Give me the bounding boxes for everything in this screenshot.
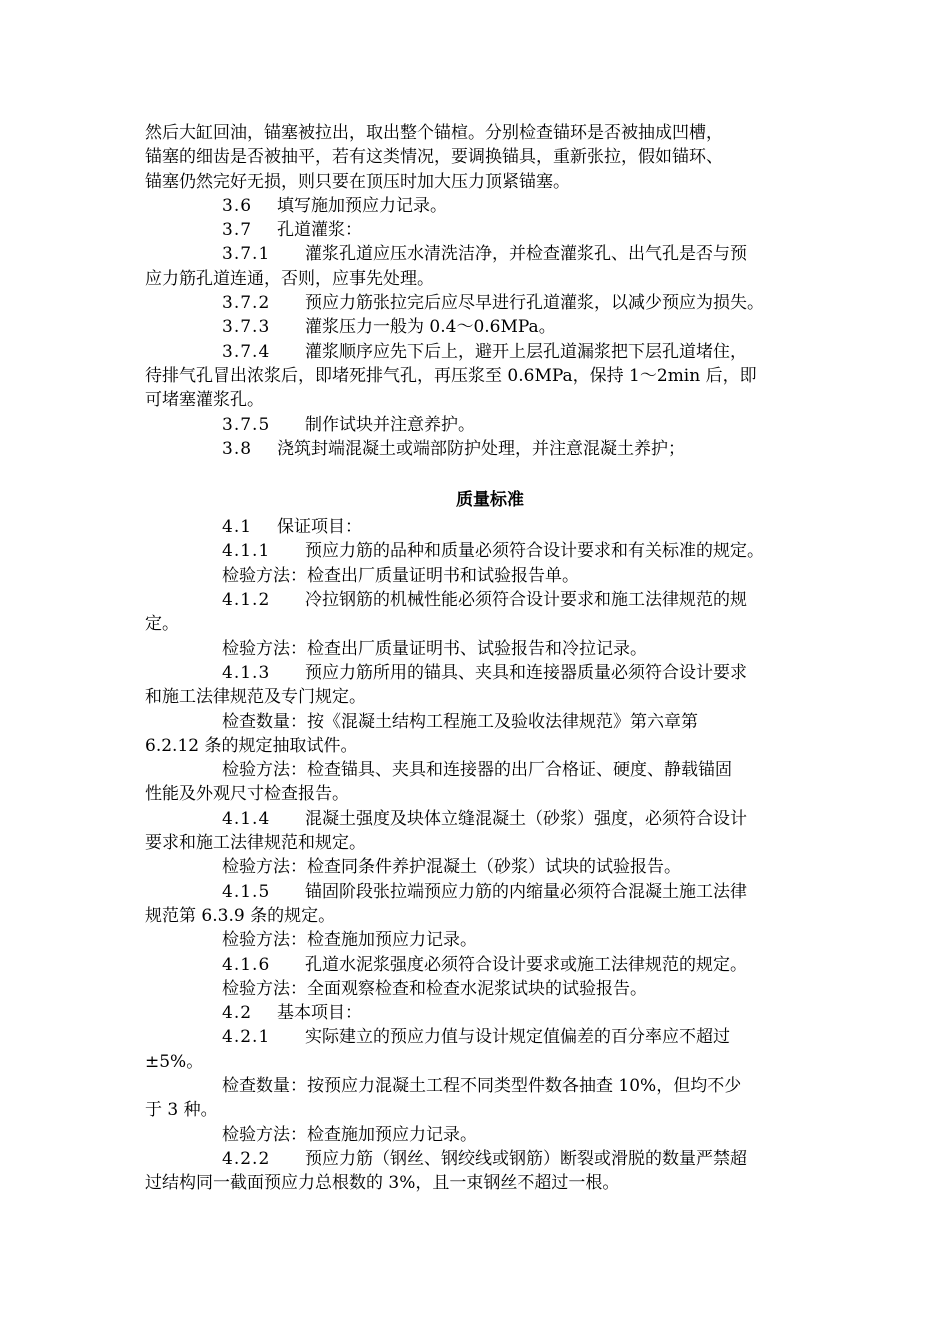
clause-text: 灌浆孔道应压水清洗洁净，并检查灌浆孔、出气孔是否与预	[305, 244, 747, 265]
numbered-clause	[145, 588, 825, 612]
numbered-clause	[145, 1025, 825, 1049]
clause-number: 4.2	[222, 1003, 253, 1024]
clause-text: 灌浆顺序应先下后上，避开上层孔道漏浆把下层孔道堵住，	[305, 341, 747, 362]
numbered-clause	[145, 880, 825, 904]
paragraph-line: 于 3 种。	[145, 1100, 218, 1121]
clause-number: 4.1.1	[222, 541, 271, 562]
clause-number: 4.1	[222, 517, 253, 538]
section-heading-quality-standard: 质量标准	[456, 490, 524, 511]
numbered-clause	[145, 242, 825, 266]
paragraph-line: ±5%。	[145, 1051, 204, 1072]
clause-text: 填写施加预应力记录。	[277, 195, 447, 216]
paragraph-line: 规范第 6.3.9 条的规定。	[145, 905, 336, 926]
numbered-clause	[145, 1001, 825, 1025]
section-construction-steps	[145, 121, 825, 461]
clause-number: 4.2.2	[222, 1148, 271, 1169]
indented-paragraph-line: 检验方法：全面观察检查和检查水泥浆试块的试验报告。	[222, 978, 647, 999]
paragraph-line: 然后大缸回油，锚塞被拉出，取出整个锚楦。分别检查锚环是否被抽成凹槽，	[145, 123, 723, 143]
numbered-clause	[145, 515, 825, 539]
numbered-clause	[145, 539, 825, 563]
clause-number: 3.8	[222, 438, 253, 459]
paragraph-line: 定。	[145, 614, 179, 635]
indented-paragraph-line: 检验方法：检查同条件养护混凝土（砂浆）试块的试验报告。	[222, 857, 681, 878]
section-quality-standard	[145, 515, 825, 1195]
paragraph-line: 6.2.12 条的规定抽取试件。	[145, 735, 358, 756]
document-body	[145, 121, 825, 1195]
paragraph-line: 过结构同一截面预应力总根数的 3%，且一束钢丝不超过一根。	[145, 1173, 620, 1194]
paragraph-line: 和施工法律规范及专门规定。	[145, 687, 366, 708]
clause-text: 基本项目：	[277, 1003, 362, 1024]
paragraph-line: 性能及外观尺寸检查报告。	[145, 784, 349, 805]
clause-text: 灌浆压力一般为 0.4～0.6MPa。	[305, 317, 556, 338]
clause-number: 4.1.2	[222, 590, 271, 611]
clause-text: 孔道灌浆：	[277, 220, 362, 241]
clause-number: 4.1.6	[222, 954, 271, 975]
clause-number: 4.2.1	[222, 1027, 271, 1048]
clause-number: 3.6	[222, 195, 253, 216]
numbered-clause	[145, 218, 825, 242]
clause-text: 预应力筋所用的锚具、夹具和连接器质量必须符合设计要求	[305, 662, 747, 683]
numbered-clause	[145, 661, 825, 685]
clause-text: 锚固阶段张拉端预应力筋的内缩量必须符合混凝土施工法律	[305, 881, 747, 902]
numbered-clause	[145, 1147, 825, 1171]
clause-text: 冷拉钢筋的机械性能必须符合设计要求和施工法律规范的规	[305, 590, 747, 611]
numbered-clause	[145, 194, 825, 218]
numbered-clause	[145, 315, 825, 339]
clause-number: 4.1.4	[222, 808, 271, 829]
clause-number: 3.7	[222, 220, 253, 241]
clause-text: 浇筑封端混凝土或端部防护处理，并注意混凝土养护；	[277, 438, 685, 459]
numbered-clause	[145, 413, 825, 437]
paragraph-line: 待排气孔冒出浓浆后，即堵死排气孔，再压浆至 0.6MPa，保持 1～2min 后，即	[145, 365, 757, 386]
numbered-clause	[145, 807, 825, 831]
paragraph-line: 应力筋孔道连通，否则，应事先处理。	[145, 268, 434, 289]
numbered-clause	[145, 953, 825, 977]
clause-number: 3.7.5	[222, 414, 271, 435]
clause-text: 制作试块并注意养护。	[305, 414, 475, 435]
paragraph-line: 锚塞的细齿是否被抽平，若有这类情况，要调换锚具，重新张拉，假如锚环、	[145, 147, 723, 168]
clause-text: 实际建立的预应力值与设计规定值偏差的百分率应不超过	[305, 1027, 730, 1048]
clause-text: 预应力筋的品种和质量必须符合设计要求和有关标准的规定。	[305, 541, 764, 562]
section-gap	[145, 461, 825, 487]
clause-text: 混凝土强度及块体立缝混凝土（砂浆）强度，必须符合设计	[305, 808, 747, 829]
clause-text: 预应力筋张拉完后应尽早进行孔道灌浆，以减少预应为损失。	[305, 293, 764, 314]
indented-paragraph-line: 检验方法：检查施加预应力记录。	[222, 1124, 477, 1145]
indented-paragraph-line: 检验方法：检查锚具、夹具和连接器的出厂合格证、硬度、静载锚固	[222, 760, 732, 781]
clause-number: 3.7.1	[222, 244, 271, 265]
indented-paragraph-line: 检验方法：检查施加预应力记录。	[222, 930, 477, 951]
numbered-clause	[145, 437, 825, 461]
clause-text: 孔道水泥浆强度必须符合设计要求或施工法律规范的规定。	[305, 954, 747, 975]
clause-number: 3.7.2	[222, 293, 271, 314]
clause-number: 4.1.5	[222, 881, 271, 902]
clause-text: 保证项目：	[277, 517, 362, 538]
paragraph-line: 要求和施工法律规范和规定。	[145, 833, 366, 854]
clause-text: 预应力筋（钢丝、钢绞线或钢筋）断裂或滑脱的数量严禁超	[305, 1148, 747, 1169]
indented-paragraph-line: 检查数量：按预应力混凝土工程不同类型件数各抽查 10%，但均不少	[222, 1075, 742, 1096]
numbered-clause	[145, 340, 825, 364]
numbered-clause	[145, 291, 825, 315]
indented-paragraph-line: 检验方法：检查出厂质量证明书、试验报告和冷拉记录。	[222, 638, 647, 659]
indented-paragraph-line: 检查数量：按《混凝土结构工程施工及验收法律规范》第六章第	[222, 711, 698, 732]
paragraph-line: 可堵塞灌浆孔。	[145, 390, 264, 411]
clause-number: 3.7.3	[222, 317, 271, 338]
clause-number: 3.7.4	[222, 341, 271, 362]
clause-number: 4.1.3	[222, 662, 271, 683]
paragraph-line: 锚塞仍然完好无损，则只要在顶压时加大压力顶紧锚塞。	[145, 171, 570, 192]
indented-paragraph-line: 检验方法：检查出厂质量证明书和试验报告单。	[222, 565, 579, 586]
